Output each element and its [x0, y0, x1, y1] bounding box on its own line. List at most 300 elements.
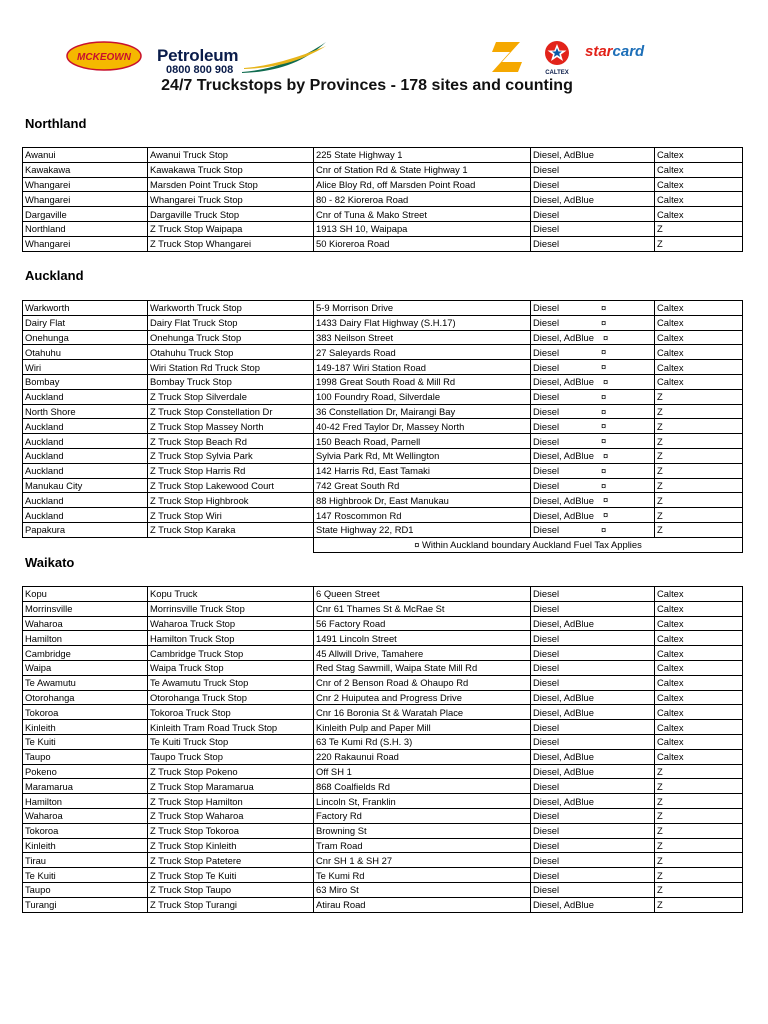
table-row: [23, 631, 743, 646]
address-cell: 150 Beach Road, Parnell: [314, 434, 531, 449]
address-cell: 63 Miro St: [314, 882, 531, 897]
brand-cell: Caltex: [655, 631, 743, 646]
table-row: [23, 345, 743, 360]
address-cell: 63 Te Kumi Rd (S.H. 3): [314, 734, 531, 749]
fuel-cell: Diesel: [531, 734, 655, 749]
brand-cell: Caltex: [655, 616, 743, 631]
location-cell: Tokoroa: [23, 705, 148, 720]
location-cell: Whangarei: [23, 236, 148, 251]
location-cell: Dairy Flat: [23, 315, 148, 330]
address-cell: State Highway 22, RD1: [314, 522, 531, 537]
location-cell: Otorohanga: [23, 690, 148, 705]
section-title-waikato: Waikato: [25, 555, 75, 570]
table-row: [23, 587, 743, 602]
table-row: [23, 177, 743, 192]
table-row: [23, 522, 743, 537]
fuel-cell: [531, 330, 655, 345]
brand-cell: Caltex: [655, 330, 743, 345]
table-row: [23, 675, 743, 690]
site-name-cell: Otahuhu Truck Stop: [148, 345, 314, 360]
address-cell: Cnr of 2 Benson Road & Ohaupo Rd: [314, 675, 531, 690]
brand-cell: Z: [655, 897, 743, 912]
address-cell: 80 - 82 Kioreroa Road: [314, 192, 531, 207]
address-cell: Alice Bloy Rd, off Marsden Point Road: [314, 177, 531, 192]
section-title-auckland: Auckland: [25, 268, 84, 283]
site-name-cell: Z Truck Stop Silverdale: [148, 389, 314, 404]
brand-cell: Z: [655, 221, 743, 236]
address-cell: Atirau Road: [314, 897, 531, 912]
fuel-cell: [531, 315, 655, 330]
address-cell: 100 Foundry Road, Silverdale: [314, 389, 531, 404]
fuel-cell: Diesel, AdBlue: [531, 764, 655, 779]
location-cell: Onehunga: [23, 330, 148, 345]
fuel-cell: Diesel, AdBlue: [531, 897, 655, 912]
starcard-card-text: card: [612, 43, 645, 60]
site-name-cell: Bombay Truck Stop: [148, 374, 314, 389]
caltex-logo: [540, 40, 574, 76]
caltex-label: CALTEX: [545, 70, 569, 76]
fuel-tax-mark: ¤: [603, 494, 609, 506]
fuel-tax-mark: ¤: [603, 449, 609, 461]
site-name-cell: Kawakawa Truck Stop: [148, 162, 314, 177]
brand-cell: Z: [655, 522, 743, 537]
brand-cell: Z: [655, 779, 743, 794]
z-energy-logo: [488, 40, 526, 74]
location-cell: Northland: [23, 221, 148, 236]
fuel-cell: Diesel: [531, 646, 655, 661]
address-cell: 1913 SH 10, Waipapa: [314, 221, 531, 236]
address-cell: Red Stag Sawmill, Waipa State Mill Rd: [314, 660, 531, 675]
brand-cell: Caltex: [655, 660, 743, 675]
table-row: [23, 404, 743, 419]
location-cell: Taupo: [23, 882, 148, 897]
address-cell: 1491 Lincoln Street: [314, 631, 531, 646]
site-name-cell: Te Kuiti Truck Stop: [148, 734, 314, 749]
location-cell: Auckland: [23, 508, 148, 523]
fuel-tax-mark: ¤: [601, 346, 607, 358]
table-waikato: [22, 586, 743, 913]
address-cell: 220 Rakaunui Road: [314, 749, 531, 764]
site-name-cell: Z Truck Stop Karaka: [148, 522, 314, 537]
brand-cell: Caltex: [655, 345, 743, 360]
location-cell: Waipa: [23, 660, 148, 675]
site-name-cell: Z Truck Stop Highbrook: [148, 493, 314, 508]
fuel-cell: Diesel: [531, 853, 655, 868]
table-row: [23, 660, 743, 675]
fuel-cell: Diesel: [531, 838, 655, 853]
address-cell: 149-187 Wiri Station Road: [314, 360, 531, 375]
address-cell: Cnr of Tuna & Mako Street: [314, 207, 531, 222]
address-cell: 868 Coalfields Rd: [314, 779, 531, 794]
fuel-type-text: Diesel: [533, 391, 560, 403]
empty-cell: [23, 537, 314, 552]
fuel-cell: [531, 493, 655, 508]
brand-cell: Caltex: [655, 374, 743, 389]
fuel-cell: Diesel, AdBlue: [531, 794, 655, 809]
fuel-cell: Diesel: [531, 221, 655, 236]
fuel-cell: [531, 389, 655, 404]
brand-cell: Z: [655, 808, 743, 823]
fuel-cell: [531, 434, 655, 449]
fuel-cell: Diesel: [531, 868, 655, 883]
fuel-cell: Diesel: [531, 177, 655, 192]
fuel-type-text: Diesel: [533, 361, 560, 373]
location-cell: Waharoa: [23, 808, 148, 823]
brand-cell: Z: [655, 404, 743, 419]
address-cell: Factory Rd: [314, 808, 531, 823]
location-cell: Otahuhu: [23, 345, 148, 360]
table-row: [23, 493, 743, 508]
address-cell: Cnr SH 1 & SH 27: [314, 853, 531, 868]
address-cell: 27 Saleyards Road: [314, 345, 531, 360]
site-name-cell: Z Truck Stop Wiri: [148, 508, 314, 523]
site-name-cell: Waharoa Truck Stop: [148, 616, 314, 631]
brand-cell: Z: [655, 838, 743, 853]
table-row: [23, 192, 743, 207]
fuel-tax-mark: ¤: [601, 420, 607, 432]
site-name-cell: Z Truck Stop Beach Rd: [148, 434, 314, 449]
fuel-type-text: Diesel: [533, 420, 560, 432]
address-cell: 40-42 Fred Taylor Dr, Massey North: [314, 419, 531, 434]
location-cell: Te Awamutu: [23, 675, 148, 690]
fuel-cell: [531, 448, 655, 463]
site-name-cell: Onehunga Truck Stop: [148, 330, 314, 345]
fuel-cell: [531, 360, 655, 375]
site-name-cell: Te Awamutu Truck Stop: [148, 675, 314, 690]
phone-number: 0800 800 908: [166, 64, 234, 76]
location-cell: Whangarei: [23, 192, 148, 207]
address-cell: Tram Road: [314, 838, 531, 853]
address-cell: 88 Highbrook Dr, East Manukau: [314, 493, 531, 508]
table-row: [23, 720, 743, 735]
site-name-cell: Z Truck Stop Taupo: [148, 882, 314, 897]
address-cell: 142 Harris Rd, East Tamaki: [314, 463, 531, 478]
swoosh-graphic: [240, 40, 328, 74]
site-name-cell: Marsden Point Truck Stop: [148, 177, 314, 192]
address-cell: Cnr 2 Huiputea and Progress Drive: [314, 690, 531, 705]
brand-cell: Z: [655, 853, 743, 868]
table-row: [23, 508, 743, 523]
table-row: [23, 808, 743, 823]
site-name-cell: Cambridge Truck Stop: [148, 646, 314, 661]
brand-cell: Z: [655, 463, 743, 478]
fuel-cell: [531, 419, 655, 434]
address-cell: Cnr 61 Thames St & McRae St: [314, 601, 531, 616]
starcard-star-text: star: [585, 43, 613, 60]
location-cell: Morrinsville: [23, 601, 148, 616]
site-name-cell: Z Truck Stop Sylvia Park: [148, 448, 314, 463]
table-row: [23, 868, 743, 883]
location-cell: Awanui: [23, 148, 148, 163]
brand-cell: Caltex: [655, 301, 743, 316]
site-name-cell: Z Truck Stop Kinleith: [148, 838, 314, 853]
fuel-tax-mark: ¤: [601, 523, 607, 535]
location-cell: Wiri: [23, 360, 148, 375]
fuel-type-text: Diesel, AdBlue: [533, 494, 594, 506]
table-row: [23, 221, 743, 236]
location-cell: Taupo: [23, 749, 148, 764]
location-cell: Auckland: [23, 463, 148, 478]
site-name-cell: Z Truck Stop Waharoa: [148, 808, 314, 823]
site-name-cell: Waipa Truck Stop: [148, 660, 314, 675]
site-name-cell: Z Truck Stop Constellation Dr: [148, 404, 314, 419]
brand-cell: Z: [655, 478, 743, 493]
brand-cell: Caltex: [655, 646, 743, 661]
brand-cell: Caltex: [655, 207, 743, 222]
fuel-cell: Diesel: [531, 808, 655, 823]
table-row: [23, 794, 743, 809]
fuel-cell: Diesel: [531, 162, 655, 177]
site-name-cell: Whangarei Truck Stop: [148, 192, 314, 207]
fuel-tax-mark: ¤: [603, 331, 609, 343]
fuel-type-text: Diesel: [533, 317, 560, 329]
table-row: [23, 897, 743, 912]
brand-cell: Z: [655, 794, 743, 809]
fuel-tax-mark: ¤: [601, 302, 607, 313]
location-cell: Cambridge: [23, 646, 148, 661]
site-name-cell: Z Truck Stop Pokeno: [148, 764, 314, 779]
site-name-cell: Z Truck Stop Waipapa: [148, 221, 314, 236]
site-name-cell: Otorohanga Truck Stop: [148, 690, 314, 705]
site-name-cell: Kopu Truck: [148, 587, 314, 602]
address-cell: 56 Factory Road: [314, 616, 531, 631]
table-row: [23, 601, 743, 616]
fuel-tax-note-row: [23, 537, 743, 552]
fuel-cell: Diesel, AdBlue: [531, 749, 655, 764]
fuel-tax-mark: ¤: [601, 361, 607, 373]
address-cell: Cnr of Station Rd & State Highway 1: [314, 162, 531, 177]
table-row: [23, 705, 743, 720]
site-name-cell: Z Truck Stop Massey North: [148, 419, 314, 434]
site-name-cell: Tokoroa Truck Stop: [148, 705, 314, 720]
fuel-cell: [531, 508, 655, 523]
address-cell: 50 Kioreroa Road: [314, 236, 531, 251]
fuel-type-text: Diesel, AdBlue: [533, 331, 594, 343]
table-northland: [22, 147, 743, 252]
fuel-type-text: Diesel, AdBlue: [533, 450, 594, 462]
fuel-tax-mark: ¤: [601, 464, 607, 476]
fuel-tax-mark: ¤: [603, 509, 609, 521]
fuel-cell: Diesel, AdBlue: [531, 705, 655, 720]
fuel-cell: Diesel: [531, 631, 655, 646]
fuel-cell: Diesel: [531, 720, 655, 735]
location-cell: Kawakawa: [23, 162, 148, 177]
table-row: [23, 207, 743, 222]
site-name-cell: Awanui Truck Stop: [148, 148, 314, 163]
location-cell: Auckland: [23, 493, 148, 508]
brand-cell: Z: [655, 868, 743, 883]
location-cell: Turangi: [23, 897, 148, 912]
location-cell: Hamilton: [23, 794, 148, 809]
fuel-cell: [531, 404, 655, 419]
brand-cell: Caltex: [655, 705, 743, 720]
fuel-cell: [531, 374, 655, 389]
brand-cell: Caltex: [655, 587, 743, 602]
fuel-type-text: Diesel: [533, 479, 560, 491]
page-header: [0, 0, 768, 100]
table-row: [23, 389, 743, 404]
fuel-tax-mark: ¤: [601, 435, 607, 447]
table-row: [23, 749, 743, 764]
table-row: [23, 853, 743, 868]
address-cell: 147 Roscommon Rd: [314, 508, 531, 523]
location-cell: Kopu: [23, 587, 148, 602]
fuel-cell: Diesel: [531, 601, 655, 616]
table-row: [23, 478, 743, 493]
brand-cell: Caltex: [655, 675, 743, 690]
site-name-cell: Kinleith Tram Road Truck Stop: [148, 720, 314, 735]
fuel-cell: [531, 345, 655, 360]
brand-cell: Caltex: [655, 192, 743, 207]
fuel-cell: Diesel: [531, 882, 655, 897]
address-cell: Lincoln St, Franklin: [314, 794, 531, 809]
fuel-tax-mark: ¤: [601, 390, 607, 402]
fuel-cell: Diesel: [531, 675, 655, 690]
location-cell: Manukau City: [23, 478, 148, 493]
fuel-cell: [531, 478, 655, 493]
table-row: [23, 838, 743, 853]
brand-cell: Caltex: [655, 690, 743, 705]
location-cell: Auckland: [23, 434, 148, 449]
table-row: [23, 882, 743, 897]
address-cell: Cnr 16 Boronia St & Waratah Place: [314, 705, 531, 720]
fuel-type-text: Diesel: [533, 465, 560, 477]
site-name-cell: Z Truck Stop Lakewood Court: [148, 478, 314, 493]
fuel-type-text: Diesel: [533, 405, 560, 417]
site-name-cell: Warkworth Truck Stop: [148, 301, 314, 316]
fuel-cell: Diesel: [531, 779, 655, 794]
brand-cell: Z: [655, 882, 743, 897]
location-cell: Hamilton: [23, 631, 148, 646]
address-cell: Kinleith Pulp and Paper Mill: [314, 720, 531, 735]
brand-cell: Z: [655, 493, 743, 508]
address-cell: 1433 Dairy Flat Highway (S.H.17): [314, 315, 531, 330]
brand-cell: Z: [655, 508, 743, 523]
site-name-cell: Z Truck Stop Te Kuiti: [148, 868, 314, 883]
fuel-type-text: Diesel, AdBlue: [533, 509, 594, 521]
brand-cell: Z: [655, 764, 743, 779]
address-cell: Browning St: [314, 823, 531, 838]
table-row: [23, 162, 743, 177]
brand-cell: Caltex: [655, 601, 743, 616]
address-cell: 5-9 Morrison Drive: [314, 301, 531, 316]
location-cell: Te Kuiti: [23, 734, 148, 749]
fuel-cell: Diesel: [531, 207, 655, 222]
location-cell: Whangarei: [23, 177, 148, 192]
location-cell: Dargaville: [23, 207, 148, 222]
table-row: [23, 463, 743, 478]
address-cell: 36 Constellation Dr, Mairangi Bay: [314, 404, 531, 419]
location-cell: Waharoa: [23, 616, 148, 631]
address-cell: 6 Queen Street: [314, 587, 531, 602]
fuel-cell: Diesel, AdBlue: [531, 148, 655, 163]
fuel-tax-mark: ¤: [601, 405, 607, 417]
mckeown-logo-text: MCKEOWN: [77, 52, 131, 63]
location-cell: Kinleith: [23, 838, 148, 853]
site-name-cell: Z Truck Stop Whangarei: [148, 236, 314, 251]
location-cell: North Shore: [23, 404, 148, 419]
fuel-cell: [531, 463, 655, 478]
fuel-tax-note: ¤ Within Auckland boundary Auckland Fuel Tax Applies: [314, 537, 743, 552]
fuel-cell: [531, 301, 655, 316]
fuel-type-text: Diesel: [533, 435, 560, 447]
table-row: [23, 646, 743, 661]
location-cell: Auckland: [23, 389, 148, 404]
petroleum-title: Petroleum: [157, 46, 239, 65]
location-cell: Kinleith: [23, 720, 148, 735]
starcard-logo: [585, 43, 644, 60]
site-name-cell: Z Truck Stop Harris Rd: [148, 463, 314, 478]
brand-cell: Caltex: [655, 148, 743, 163]
fuel-cell: Diesel: [531, 660, 655, 675]
fuel-type-text: Diesel, AdBlue: [533, 376, 594, 388]
fuel-type-text: Diesel: [533, 346, 560, 358]
location-cell: Tokoroa: [23, 823, 148, 838]
location-cell: Papakura: [23, 522, 148, 537]
brand-cell: Z: [655, 823, 743, 838]
table-row: [23, 360, 743, 375]
site-name-cell: Z Truck Stop Tokoroa: [148, 823, 314, 838]
section-title-northland: Northland: [25, 116, 87, 131]
table-row: [23, 419, 743, 434]
site-name-cell: Z Truck Stop Turangi: [148, 897, 314, 912]
brand-cell: Z: [655, 434, 743, 449]
table-row: [23, 434, 743, 449]
location-cell: Auckland: [23, 419, 148, 434]
address-cell: 225 State Highway 1: [314, 148, 531, 163]
address-cell: 45 Allwill Drive, Tamahere: [314, 646, 531, 661]
fuel-cell: Diesel: [531, 587, 655, 602]
location-cell: Tirau: [23, 853, 148, 868]
fuel-tax-mark: ¤: [603, 375, 609, 387]
brand-cell: Z: [655, 236, 743, 251]
location-cell: Pokeno: [23, 764, 148, 779]
mckeown-logo: [66, 41, 142, 71]
site-name-cell: Z Truck Stop Patetere: [148, 853, 314, 868]
location-cell: Bombay: [23, 374, 148, 389]
table-auckland: [22, 300, 743, 553]
fuel-cell: Diesel: [531, 236, 655, 251]
table-row: [23, 616, 743, 631]
fuel-tax-mark: ¤: [601, 316, 607, 328]
brand-cell: Caltex: [655, 749, 743, 764]
address-cell: Off SH 1: [314, 764, 531, 779]
site-name-cell: Morrinsville Truck Stop: [148, 601, 314, 616]
table-row: [23, 779, 743, 794]
fuel-type-text: Diesel: [533, 524, 560, 536]
site-name-cell: Z Truck Stop Maramarua: [148, 779, 314, 794]
address-cell: Sylvia Park Rd, Mt Wellington: [314, 448, 531, 463]
table-row: [23, 315, 743, 330]
site-name-cell: Wiri Station Rd Truck Stop: [148, 360, 314, 375]
fuel-cell: [531, 522, 655, 537]
brand-cell: Caltex: [655, 360, 743, 375]
table-row: [23, 374, 743, 389]
brand-cell: Caltex: [655, 734, 743, 749]
table-row: [23, 690, 743, 705]
table-row: [23, 330, 743, 345]
brand-cell: Z: [655, 448, 743, 463]
address-cell: 742 Great South Rd: [314, 478, 531, 493]
site-name-cell: Dairy Flat Truck Stop: [148, 315, 314, 330]
location-cell: Maramarua: [23, 779, 148, 794]
site-name-cell: Z Truck Stop Hamilton: [148, 794, 314, 809]
address-cell: 1998 Great South Road & Mill Rd: [314, 374, 531, 389]
fuel-cell: Diesel, AdBlue: [531, 616, 655, 631]
page-title: 24/7 Truckstops by Provinces - 178 sites and counting: [161, 77, 573, 94]
table-row: [23, 734, 743, 749]
fuel-cell: Diesel, AdBlue: [531, 690, 655, 705]
